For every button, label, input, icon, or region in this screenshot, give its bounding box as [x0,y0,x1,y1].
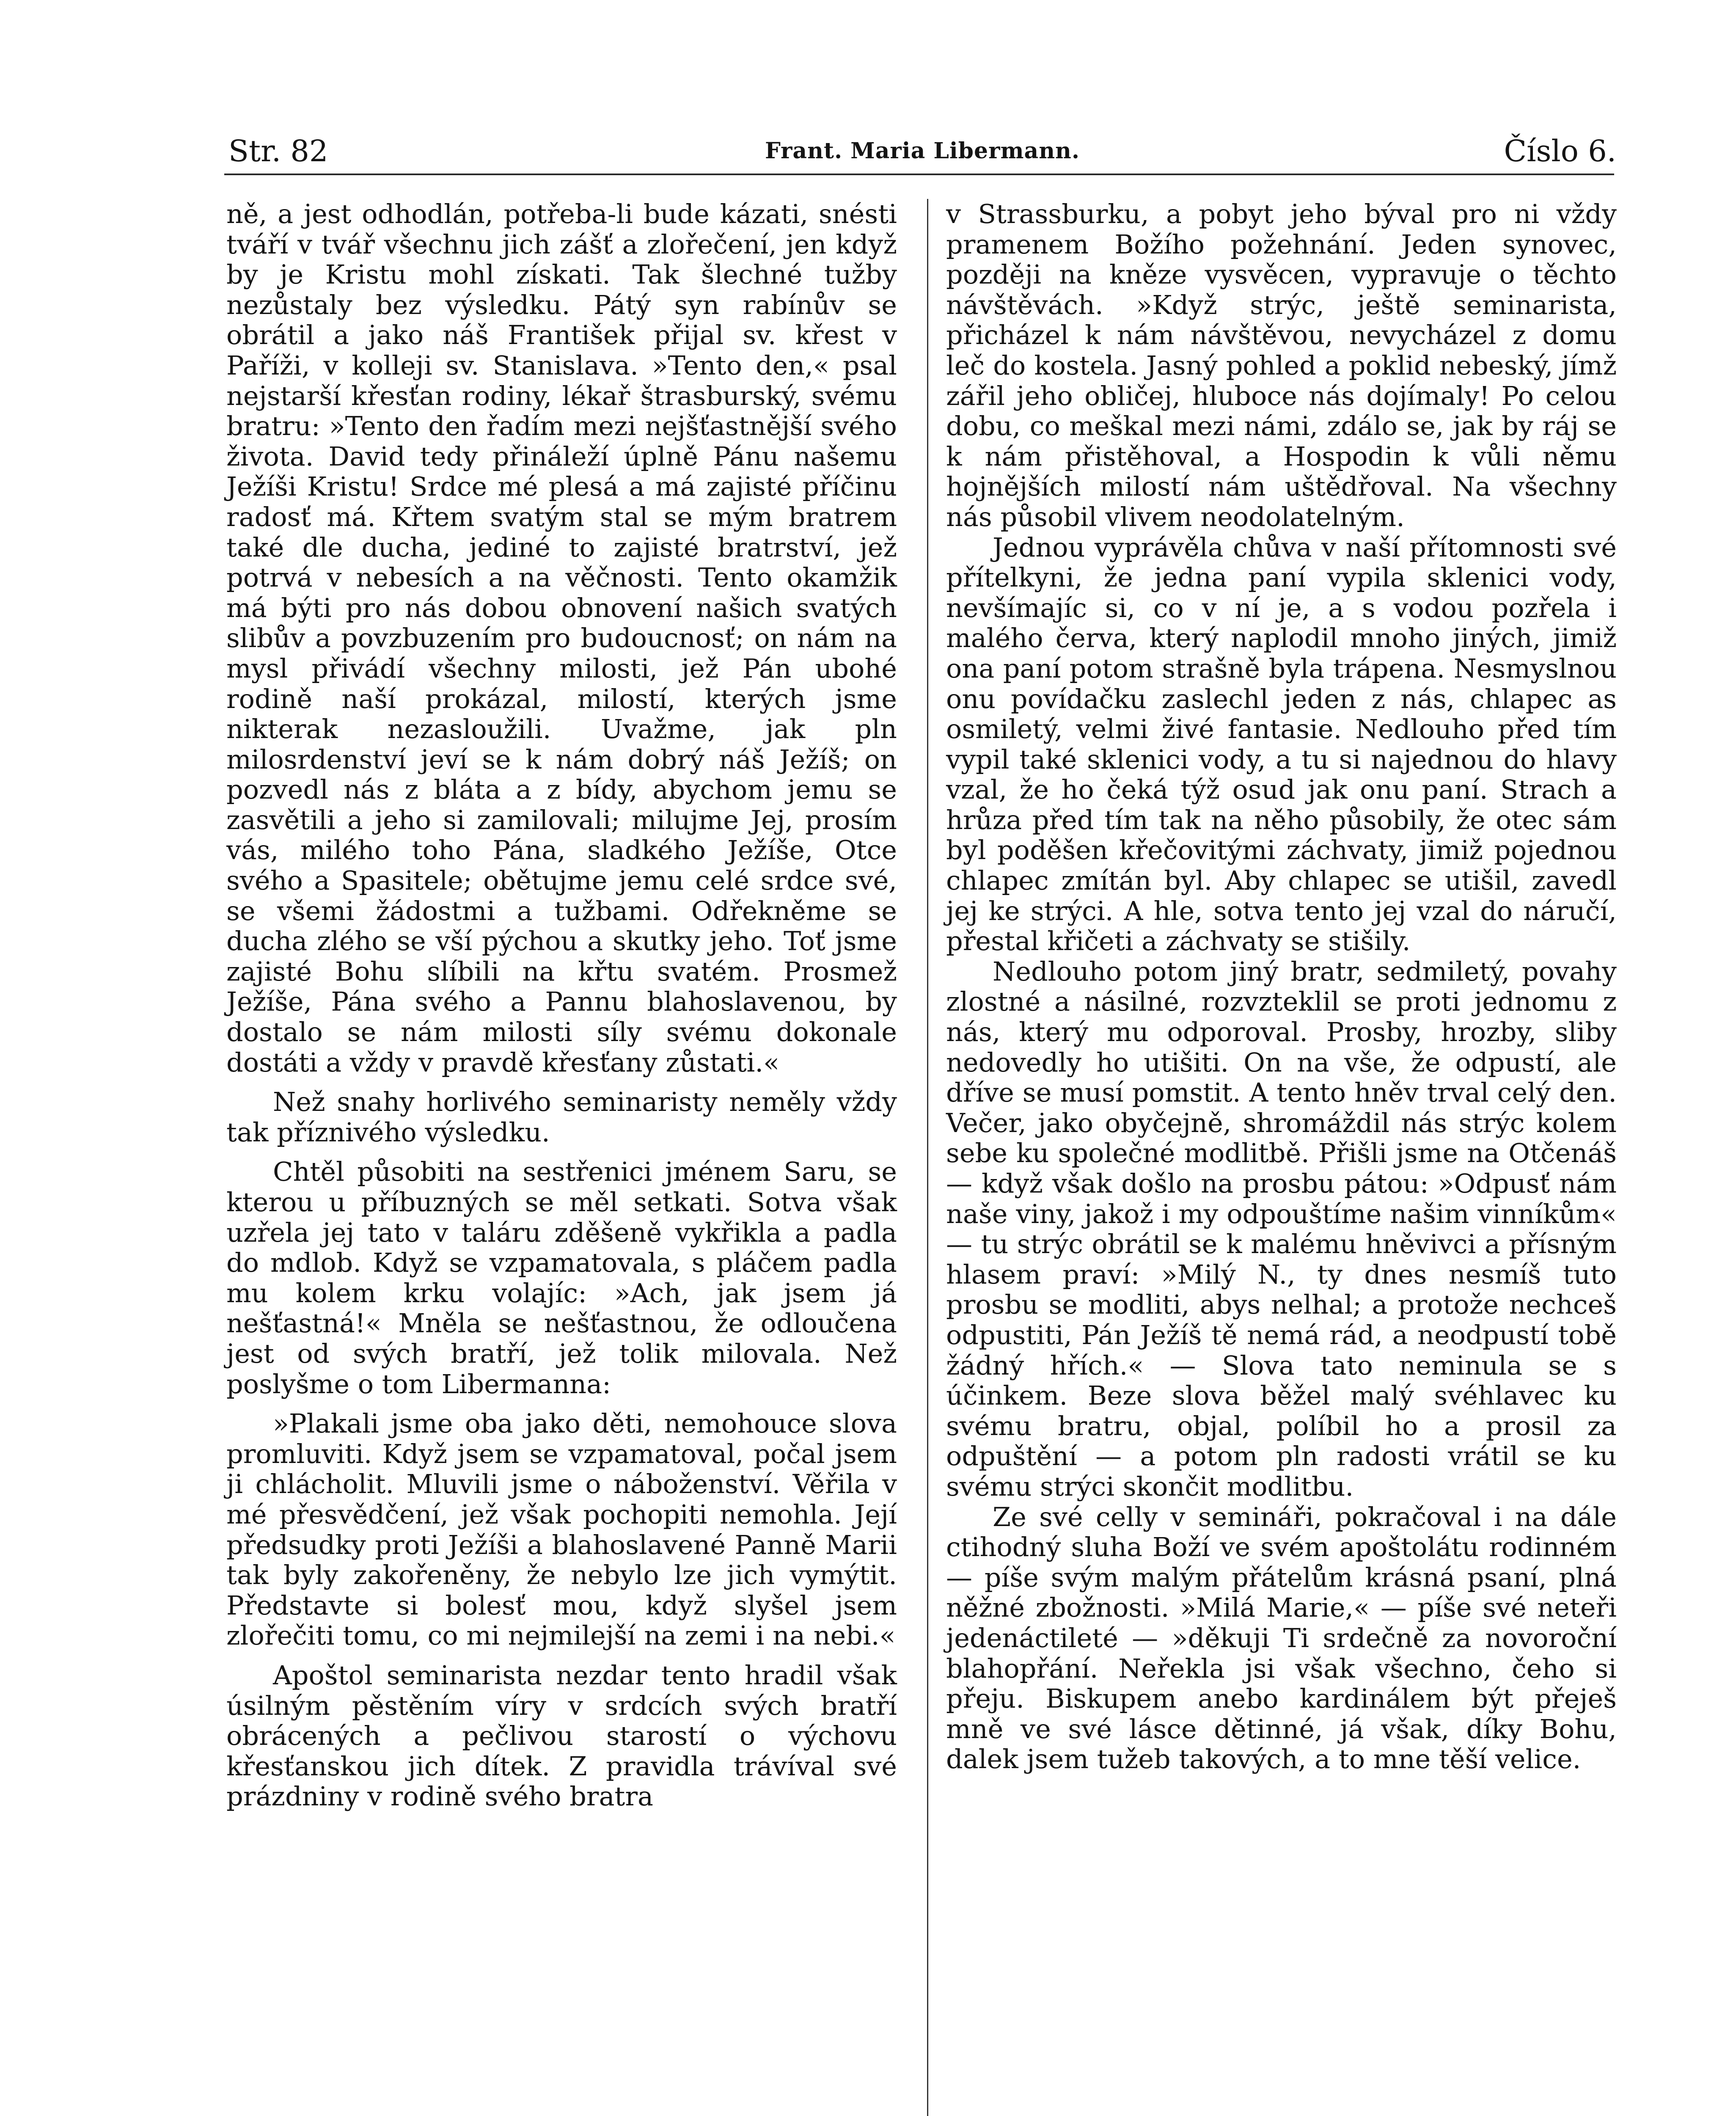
issue-number: Číslo 6. [1504,134,1616,168]
header-rule [224,174,1614,175]
right-paragraph-4: Ze své celly v semináři, pokračoval i na dále ctihodný sluha Boží ve svém apoštolátu rodinném — píše svým malým přátelům krásná psaní, plná něžné zbožnosti. »Milá Marie,« — píše své neteři jedenáctileté — »děkuji Ti srdečně za novoroční blahopřání. Neřekla jsi však všechno, čeho si přeju. Biskupem anebo kardinálem být přeješ mně ve své lásce dětinné, já však, díky Bohu, dalek jsem tužeb takových, a to mne těší velice. [946,1501,1617,1775]
running-title: Frant. Maria Libermann. [765,138,1080,164]
left-paragraph-3: Chtěl působiti na sestřenici jménem Saru, se kterou u příbuzných se měl setkati. Sotva však uzřela jej tato v taláru zděšeně vykřikla a padla do mdlob. Když se vzpamatovala, s pláčem padla mu kolem krku volajíc: »Ach, jak jsem já nešťastná!« Mněla se nešťastnou, že odloučena jest od svých bratří, jež tolik milovala. Než poslyšme o tom Libermanna: [226,1156,897,1400]
right-column [946,199,1617,1774]
left-paragraph-4: »Plakali jsme oba jako děti, nemohouce slova promluviti. Když jsem se vzpamatoval, počal jsem ji chlácholit. Mluvili jsme o náboženství. Věřila v mé přesvědčení, jež však pochopiti nemohla. Její předsudky proti Ježíši a blahoslavené Panně Marii tak byly zakořeněny, že nebylo lze jich vymýtit. Představte si bolesť mou, když slyšel jsem zlořečiti tomu, co mi nejmilejší na zemi i na nebi.« [226,1408,897,1651]
column-divider [927,199,928,2116]
right-paragraph-3: Nedlouho potom jiný bratr, sedmiletý, povahy zlostné a násilné, rozvzteklil se proti jednomu z nás, který mu odporoval. Prosby, hrozby, sliby nedovedly ho utišiti. On na vše, že odpustí, ale dříve se musí pomstit. A tento hněv trval celý den. Večer, jako obyčejně, shromáždil nás strýc kolem sebe ku společné modlitbě. Přišli jsme na Otčenáš — když však došlo na prosbu pátou: »Odpusť nám naše viny, jakož i my odpouštíme našim vinníkům« — tu strýc obrátil se k malému hněvivci a přísným hlasem praví: »Milý N., ty dnes nesmíš tuto prosbu se modliti, abys nelhal; a protože nechceš odpustiti, Pán Ježíš tě nemá rád, a neodpustí tobě žádný hřích.« — Slova tato neminula se s účinkem. Beze slova běžel malý svéhlavec ku svému bratru, objal, políbil ho a prosil za odpuštění — a potom pln radosti vrátil se ku svému strýci skončit modlitbu. [946,956,1617,1502]
left-paragraph-2: Než snahy horlivého seminaristy neměly vždy tak příznivého výsledku. [226,1086,897,1148]
left-paragraph-1: ně, a jest odhodlán, potřeba-li bude kázati, snésti tváří v tvář všechnu jich zášť a zlořečení, jen když by je Kristu mohl získati. Tak šlechné tužby nezůstaly bez výsledku. Pátý syn rabínův se obrátil a jako náš František přijal sv. křest v Paříži, v kolleji sv. Stanislava. »Tento den,« psal nejstarší křesťan rodiny, lékař štrasburský, svému bratru: »Tento den řadím mezi nejšťastnější svého života. David tedy přináleží úplně Pánu našemu Ježíši Kristu! Srdce mé plesá a má zajisté příčinu radosť má. Křtem svatým stal se mým bratrem také dle ducha, jediné to zajisté bratrství, jež potrvá v nebesích a na věčnosti. Tento okamžik má býti pro nás dobou obnovení našich svatých slibův a povzbuzením pro budoucnosť; on nám na mysl přivádí všechny milosti, jež Pán ubohé rodině naší prokázal, milostí, kterých jsme nikterak nezasloužili. Uvažme, jak pln milosrdenství jeví se k nám dobrý náš Ježíš; on pozvedl nás z bláta a z bídy, abychom jemu se zasvětili a jeho si zamilovali; milujme Jej, prosím vás, milého toho Pána, sladkého Ježíše, Otce svého a Spasitele; obětujme jemu celé srdce své, se všemi žádostmi a tužbami. Odřekněme se ducha zlého se vší pýchou a skutky jeho. Toť jsme zajisté Bohu slíbili na křtu svatém. Prosmež Ježíše, Pána svého a Pannu blahoslavenou, by dostalo se nám milosti síly svému dokonale dostáti a vždy v pravdě křesťany zůstati.« [226,198,897,1078]
page-header [228,132,1616,170]
right-paragraph-2: Jednou vyprávěla chůva v naší přítomnosti své přítelkyni, že jedna paní vypila sklenici vody, nevšímajíc si, co v ní je, a s vodou pozřela i malého červa, který naplodil mnoho jiných, jimiž ona paní potom strašně byla trápena. Nesmyslnou onu povídačku zaslechl jeden z nás, chlapec as osmiletý, velmi živé fantasie. Nedlouho před tím vypil také sklenici vody, a tu si najednou do hlavy vzal, že ho čeká týž osud jak onu paní. Strach a hrůza před tím tak na něho působily, že otec sám byl poděšen křečovitými záchvaty, jimiž pojednou chlapec zmítán byl. Aby chlapec se utišil, zavedl jej ke strýci. A hle, sotva tento jej vzal do náručí, přestal křičeti a záchvaty se stišily. [946,532,1617,957]
right-paragraph-1: v Strassburku, a pobyt jeho býval pro ni vždy pramenem Božího požehnání. Jeden synovec, později na kněze vysvěcen, vypravuje o těchto návštěvách. »Když strýc, ještě seminarista, přicházel k nám návštěvou, nevycházel z domu leč do kostela. Jasný pohled a poklid nebeský, jímž zářil jeho obličej, hluboce nás dojímaly! Po celou dobu, co meškal mezi námi, zdálo se, jak by ráj se k nám přistěhoval, a Hospodin k vůli němu hojnějších milostí nám uštědřoval. Na všechny nás působil vlivem neodolatelným. [946,198,1617,532]
left-column [226,199,897,1812]
left-paragraph-5: Apoštol seminarista nezdar tento hradil však úsilným pěstěním víry v srdcích svých bratří obrácených a pečlivou starostí o výchovu křesťanskou jich dítek. Z pravidla trávíval své prázdniny v rodině svého bratra [226,1659,897,1812]
page-number: Str. 82 [228,134,328,168]
